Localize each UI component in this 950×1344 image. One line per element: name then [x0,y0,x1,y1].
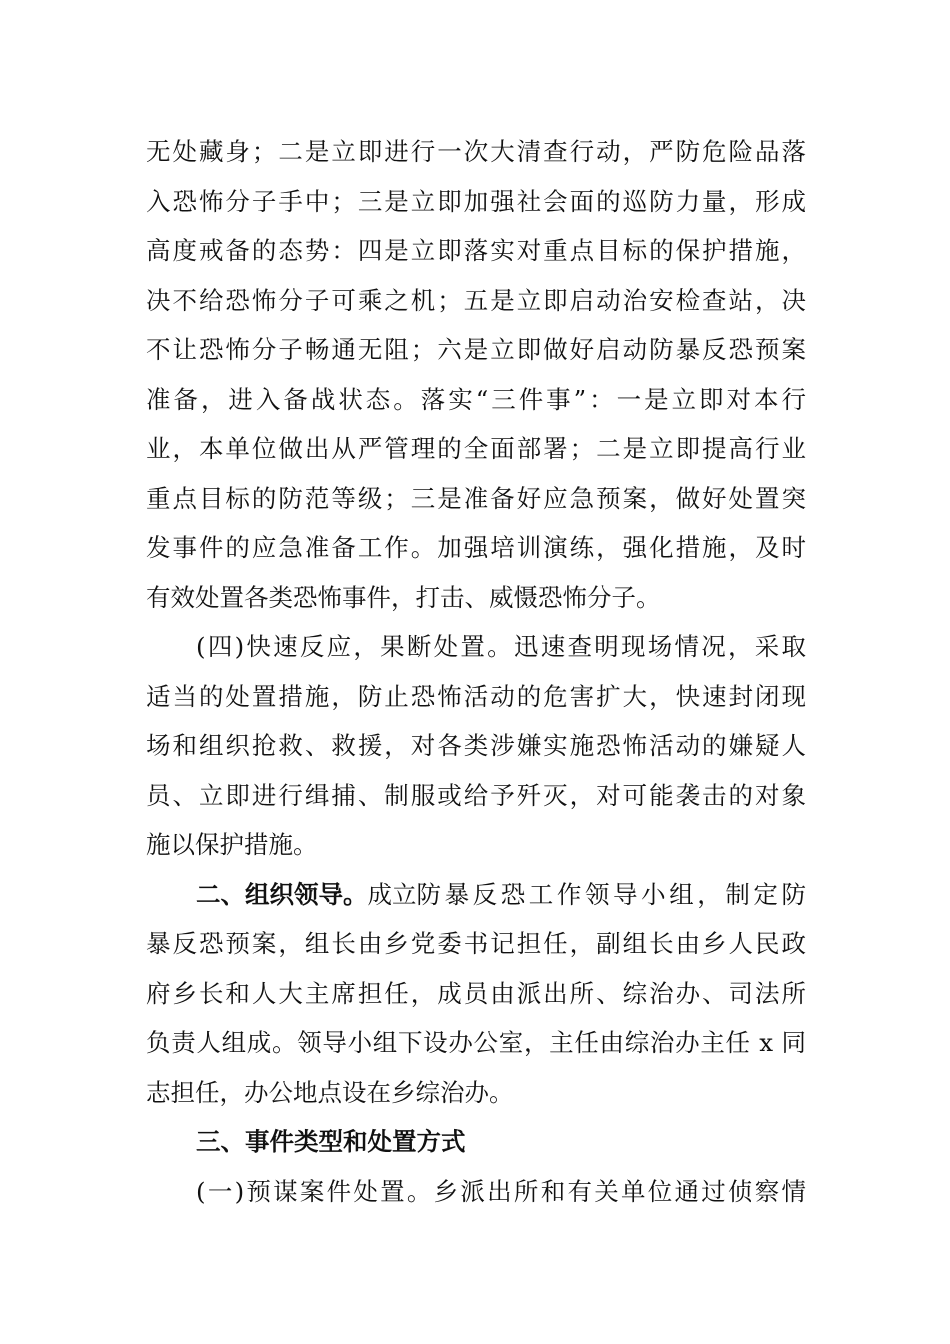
body-line: 高度戒备的态势：四是立即落实对重点目标的保护措施， [146,236,806,265]
body-line: 入恐怖分子手中；三是立即加强社会面的巡防力量，形成 [146,187,806,216]
subsection-one-first-line: (一)预谋案件处置。乡派出所和有关单位通过侦察情 [196,1177,806,1206]
body-line: 志担任，办公地点设在乡综治办。 [146,1078,514,1107]
body-line: 有效处置各类恐怖事件，打击、威慑恐怖分子。 [146,583,661,612]
body-line: 场和组织抢救、救援，对各类涉嫌实施恐怖活动的嫌疑人 [146,731,806,760]
body-line: 重点目标的防范等级；三是准备好应急预案，做好处置突 [146,484,806,513]
section-two-lead-wrap [368,875,807,915]
body-line: 准备，进入备战状态。落实“三件事”：一是立即对本行 [146,385,806,414]
body-line: 府乡长和人大主席担任，成员由派出所、综治办、司法所 [146,979,806,1008]
section-three-heading: 三、事件类型和处置方式 [196,1127,466,1156]
section-two-heading: 二、组织领导。 [196,880,368,909]
body-line: 适当的处置措施，防止恐怖活动的危害扩大，快速封闭现 [146,682,806,711]
section-two-first-line [196,875,806,915]
body-line: 决不给恐怖分子可乘之机；五是立即启动治安检查站，决 [146,286,806,315]
body-line: 员、立即进行缉捕、制服或给予歼灭，对可能袭击的对象 [146,781,806,810]
section-two-lead: 成立 [367,880,417,909]
section-two-lead-rest: 防暴反恐工作领导小组，制定防 [416,880,806,909]
body-line: 发事件的应急准备工作。加强培训演练，强化措施，及时 [146,533,806,562]
body-line: 暴反恐预案，组长由乡党委书记担任，副组长由乡人民政 [146,929,806,958]
body-line: 无处藏身；二是立即进行一次大清查行动，严防危险品落 [146,137,806,166]
body-line: 业，本单位做出从严管理的全面部署；二是立即提高行业 [146,434,806,463]
body-line: 不让恐怖分子畅通无阻；六是立即做好启动防暴反恐预案 [146,335,806,364]
paragraph-four-first-line: (四)快速反应，果断处置。迅速查明现场情况，采取 [196,632,806,661]
body-line: 施以保护措施。 [146,830,318,859]
body-line: 负责人组成。领导小组下设办公室，主任由综治办主任 x 同 [146,1028,806,1057]
